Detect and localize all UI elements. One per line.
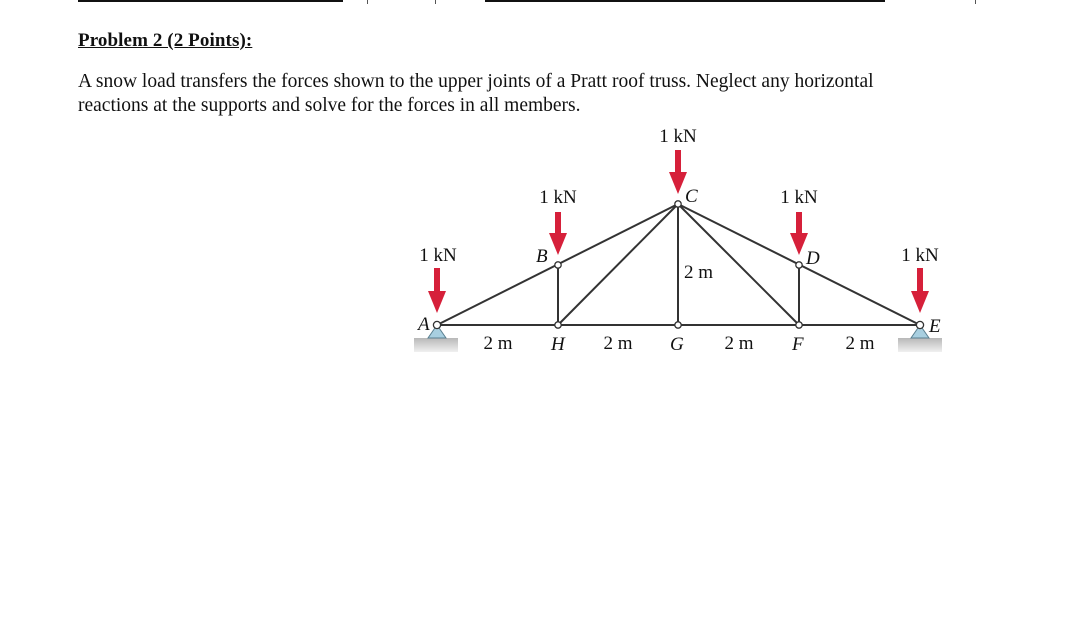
joint-label-b: B: [536, 246, 548, 267]
joint-h: [555, 322, 561, 328]
ground-pad-left: [414, 338, 458, 352]
member-hc: [558, 204, 678, 325]
problem-line-2: reactions at the supports and solve for the forces in all members.: [78, 95, 581, 116]
joint-label-a: A: [418, 314, 430, 335]
joint-d: [796, 262, 802, 268]
dimension-fe: 2 m: [845, 333, 875, 354]
load-label-e: 1 kN: [901, 245, 939, 266]
ground-pad-right: [898, 338, 942, 352]
load-label-c: 1 kN: [659, 126, 697, 147]
joint-label-g: G: [670, 334, 684, 355]
joint-label-c: C: [685, 186, 698, 207]
joint-a: [433, 321, 440, 328]
problem-heading: Problem 2 (2 Points):: [78, 30, 253, 51]
load-label-b: 1 kN: [539, 187, 577, 208]
joint-f: [796, 322, 802, 328]
joint-label-f: F: [792, 334, 804, 355]
joint-e: [916, 321, 923, 328]
dimension-hg: 2 m: [603, 333, 633, 354]
joint-label-h: H: [551, 334, 565, 355]
joint-label-e: E: [929, 316, 941, 337]
dimension-ah: 2 m: [483, 333, 513, 354]
joint-c: [675, 201, 681, 207]
load-arrow-e: [911, 268, 929, 313]
load-label-d: 1 kN: [780, 187, 818, 208]
problem-line-1: A snow load transfers the forces shown to the upper joints of a Pratt roof truss. Neglect any horizontal: [78, 71, 874, 92]
dimension-height-cg: 2 m: [684, 262, 714, 283]
load-label-a: 1 kN: [419, 245, 457, 266]
load-arrow-a: [428, 268, 446, 313]
joint-b: [555, 262, 561, 268]
truss-members: [437, 204, 920, 325]
dimension-gf: 2 m: [724, 333, 754, 354]
joint-label-d: D: [806, 248, 820, 269]
load-arrow-b: [549, 212, 567, 255]
joint-g: [675, 322, 681, 328]
